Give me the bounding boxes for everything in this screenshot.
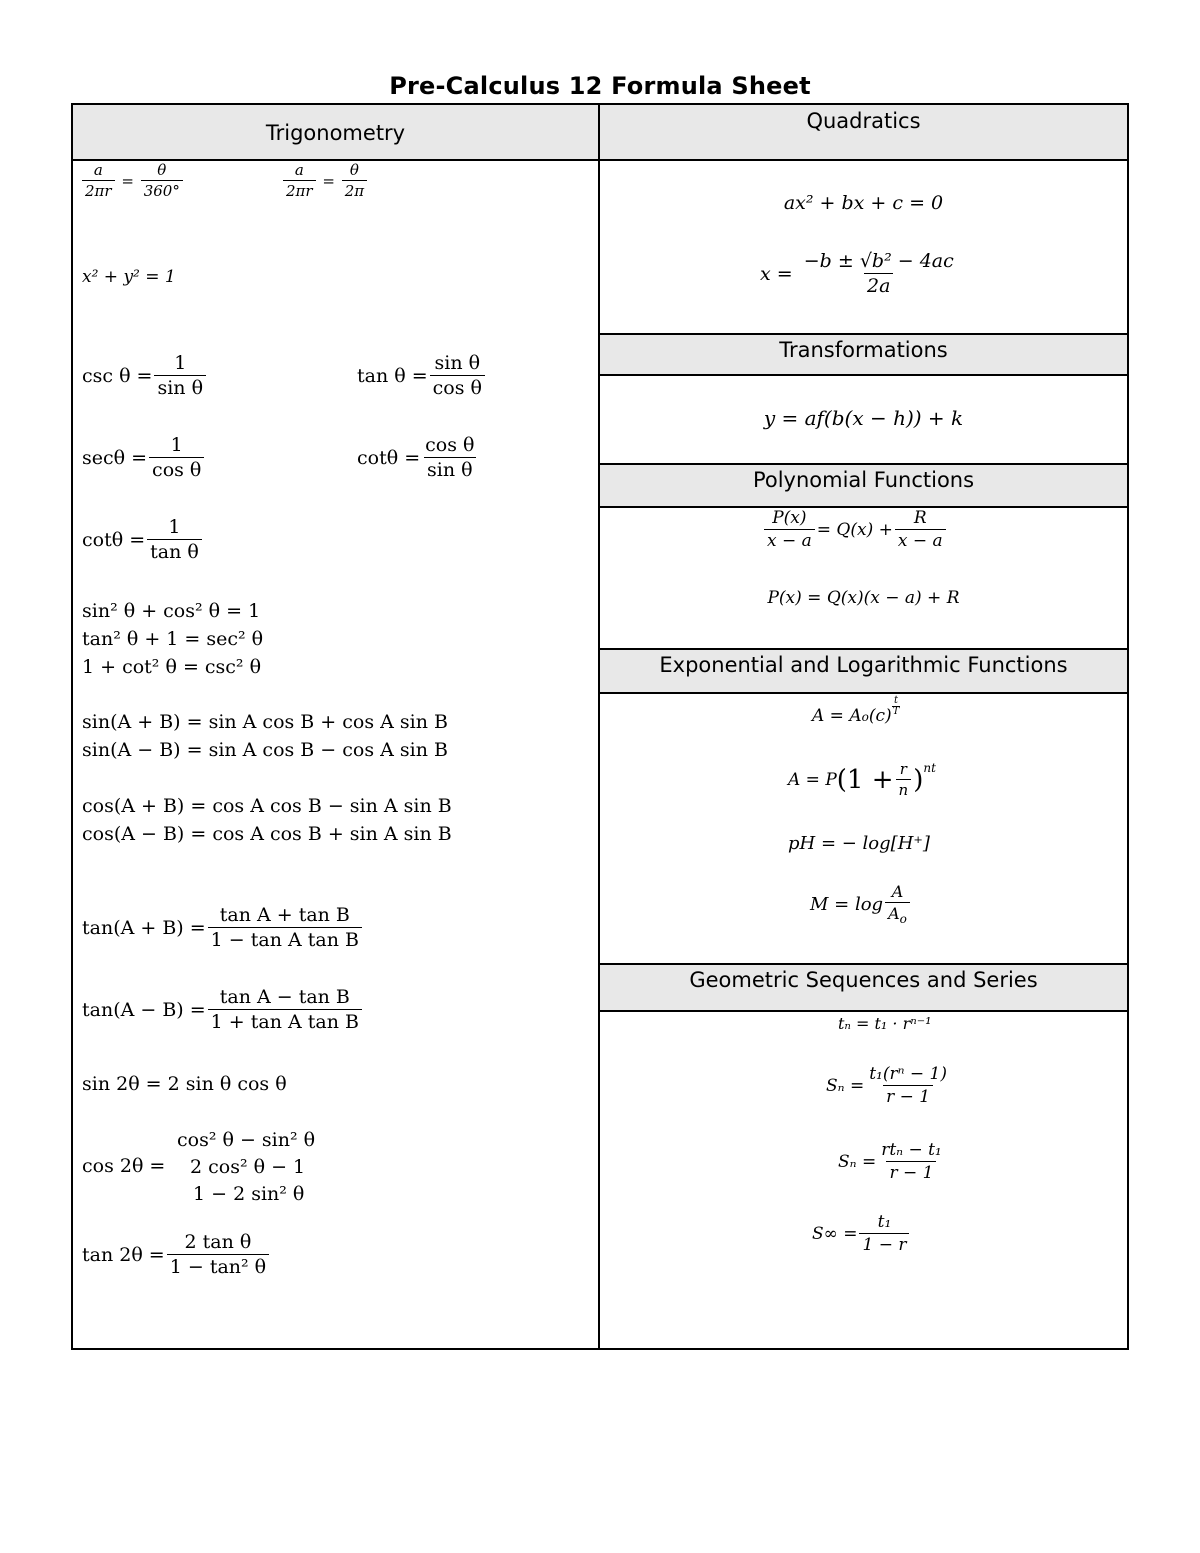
- rule: [598, 648, 1129, 650]
- transformation-equation: y = af(b(x − h)) + k: [763, 406, 964, 430]
- cos-double-angle-option: cos² θ − sin² θ: [177, 1129, 316, 1151]
- sin-double-angle: sin 2θ = 2 sin θ cos θ: [82, 1073, 287, 1095]
- polynomial-division: $\frac{P(x)}{x - a}$ = Q(x) + $\frac{R}{x - a}$: [762, 510, 948, 550]
- cos-double-angle: cos 2θ =: [82, 1155, 166, 1177]
- sum-formula-one: Sₙ = $\frac{\text{t₁(rⁿ − 1)}}{r - 1}$: [826, 1064, 947, 1107]
- quadratic-formula: x = $\frac{\text{−b ± √b² − 4ac}}{2a}$: [760, 250, 954, 297]
- infinite-sum-formula: S∞ = $\frac{\text{t₁}}{1 - r}$: [812, 1214, 911, 1254]
- exponential-header: Exponential and Logarithmic Functions: [659, 653, 1068, 677]
- transformations-header: Transformations: [779, 338, 948, 362]
- rule: [598, 463, 1129, 465]
- rule: [598, 374, 1129, 376]
- unit-circle-formula: x² + y² = 1: [82, 267, 176, 287]
- compound-interest-formula: A = P (1 + $\frac{r}{n}$ ) $^{nt}$: [788, 760, 936, 799]
- magnitude-formula: M = log $\frac{A}{A_o}$: [810, 884, 912, 925]
- sec-formula: secθ = $\frac{1}{\text{cos θ}}$: [82, 436, 206, 480]
- remainder-form: P(x) = Q(x)(x − a) + R: [767, 588, 960, 608]
- quadratics-header: Quadratics: [806, 109, 921, 133]
- tan-double-angle: tan 2θ = $\frac{\text{2 tan θ}}{\text{1 − tan² θ}}$: [82, 1233, 271, 1277]
- tan-quotient-formula: tan θ = $\frac{\text{sin θ}}{\text{cos θ}}$: [357, 354, 487, 398]
- page-title: Pre-Calculus 12 Formula Sheet: [389, 72, 811, 100]
- trigonometry-header: Trigonometry: [265, 121, 406, 145]
- cosine-sum-identities: cos(A + B) = cos A cos B − sin A sin B cos(A − B) = cos A cos B + sin A sin B: [82, 795, 452, 845]
- rule: [71, 159, 1129, 161]
- general-term-formula: tₙ = t₁ · rⁿ⁻¹: [838, 1014, 932, 1033]
- rule: [598, 1010, 1129, 1012]
- column-divider: [598, 103, 600, 1350]
- rule: [598, 963, 1129, 965]
- tan-difference-identity: tan(A − B) = $\frac{\text{tan A − tan B}}{\text{1 + tan A tan B}}$: [82, 988, 364, 1032]
- quadratic-standard-form: ax² + bx + c = 0: [783, 192, 944, 214]
- exponential-growth-formula: A = A o (c) $\frac{t}{T}$: [812, 695, 900, 726]
- cos-double-angle-option: 1 − 2 sin² θ: [193, 1183, 305, 1205]
- rule: [598, 333, 1129, 335]
- cos-double-angle-option: 2 cos² θ − 1: [190, 1156, 306, 1178]
- cot-quotient-formula: cotθ = $\frac{\text{cos θ}}{\text{sin θ}}$: [357, 434, 475, 481]
- pythagorean-identities: sin² θ + cos² θ = 1 tan² θ + 1 = sec² θ 1 + cot² θ = csc² θ: [82, 600, 264, 678]
- arc-length-degrees-formula: $\frac{a}{2\pi r}$ = $\frac{\theta}{360^\circ}$: [80, 163, 185, 199]
- csc-formula: csc θ = $\frac{1}{\text{sin θ}}$: [82, 354, 208, 398]
- ph-formula: pH = − log[H⁺]: [788, 833, 930, 854]
- sine-sum-identities: sin(A + B) = sin A cos B + cos A sin B sin(A − B) = sin A cos B − cos A sin B: [82, 711, 448, 761]
- geometric-header: Geometric Sequences and Series: [689, 968, 1038, 992]
- rule: [598, 692, 1129, 694]
- tan-sum-identity: tan(A + B) = $\frac{\text{tan A + tan B}}{\text{1 − tan A tan B}}$: [82, 906, 364, 950]
- cot-reciprocal-formula: cotθ = $\frac{1}{\text{tan θ}}$: [82, 518, 204, 562]
- sum-formula-two: Sₙ = $\frac{\text{rtₙ − t₁}}{r - 1}$: [838, 1140, 942, 1183]
- rule: [598, 506, 1129, 508]
- polynomial-header: Polynomial Functions: [752, 468, 975, 492]
- arc-length-radians-formula: $\frac{a}{2\pi r}$ = $\frac{\theta}{2\pi}$: [281, 163, 369, 199]
